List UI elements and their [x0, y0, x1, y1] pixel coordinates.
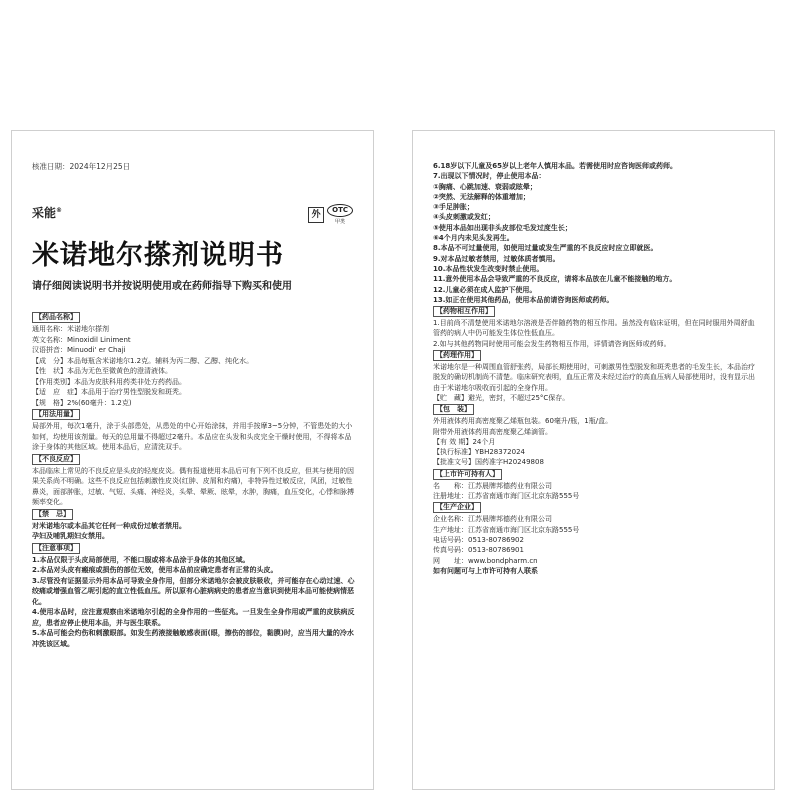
info-line: 【性 状】本品为无色至微黄色的澄清液体。 — [32, 367, 172, 375]
adverse-text: 本品临床上常见的不良反应是头皮的轻度皮炎。偶有报道使用本品后可有下列不良反应，但其与使用的因果关系尚不明确。这些不良反应包括刺激性皮炎(红肿、皮屑和灼痛)，非特异性过敏反应，风团，过敏性鼻炎，面部肿胀，过敏、气短、头痛、神经炎，头晕、晕厥、眩晕，水肿，胸痛，血压变化，心悸和脉搏频率变化。 — [32, 466, 354, 506]
contra-line: 对米诺地尔或本品其它任何一种成份过敏者禁用。 — [32, 521, 186, 530]
maker-line: 电话号码：0513-80786902 — [433, 535, 524, 544]
caution-line: 2.本品对头皮有瘢痕或损伤的部位无效，使用本品前应确定患者有正常的头皮。 — [32, 566, 278, 574]
caution-subitem: ⑤使用本品如出现非头皮部位毛发过度生长； — [433, 223, 572, 232]
caution-subitem: ①胸痛、心跳加速、衰弱或眩晕； — [433, 182, 537, 191]
section-header-package: 【包 装】 — [433, 404, 474, 415]
caution-line: 11.意外使用本品会导致严重的不良反应，请将本品放在儿童不能接触的地方。 — [433, 275, 677, 284]
name-line: 通用名称：米诺地尔搽剂 — [32, 325, 109, 333]
caution-subitem: ②突然、无法解释的体重增加； — [433, 192, 530, 201]
caution-line: 4.使用本品时，应注意观察由米诺地尔引起的全身作用的一些征兆。一旦发生全身作用或严重的皮肤病反应，患者应停止使用本品，并与医生联系。 — [32, 608, 355, 627]
approval-number-line: 【批准文号】国药准字H20249808 — [433, 458, 544, 467]
package-line: 附带外用液体药用高密度聚乙烯滴管。 — [433, 427, 552, 436]
standard-line: 【执行标准】YBH28372024 — [433, 448, 525, 457]
brand-row — [32, 204, 357, 224]
maker-line: 生产地址：江苏省南通市海门区北京东路555号 — [433, 525, 580, 534]
approval-date: 核准日期：2024年12月25日 — [32, 162, 131, 171]
section-header-interaction: 【药物相互作用】 — [433, 306, 495, 317]
leaflet-subtitle: 请仔细阅读说明书并按说明使用或在药师指导下购买和使用 — [32, 281, 292, 292]
caution-line: 13.如正在使用其他药品，使用本品前请咨询医师或药师。 — [433, 295, 614, 304]
leaflet-page-right — [412, 130, 775, 790]
caution-line: 9.对本品过敏者禁用，过敏体质者慎用。 — [433, 254, 560, 263]
otc-badges — [308, 204, 353, 225]
footer-note: 如有问题可与上市许可持有人联系 — [433, 566, 538, 575]
interaction-line: 2.如与其他药物同时使用可能会发生药物相互作用，详情请咨询医师或药师。 — [433, 339, 671, 348]
section-header-usage: 【用法用量】 — [32, 409, 80, 420]
info-line: 【适 应 症】本品用于治疗男性型脱发和斑秃。 — [32, 388, 186, 396]
maker-line: 网 址：www.bondpharm.cn — [433, 556, 538, 565]
holder-line: 注册地址：江苏省南通市海门区北京东路555号 — [433, 492, 580, 501]
leaflet-page-left — [11, 130, 374, 790]
info-line: 【成 分】本品每瓶含米诺地尔1.2克。辅料为丙二醇、乙醇、纯化水。 — [32, 356, 254, 365]
left-body — [32, 311, 357, 649]
holder-line: 名 称：江苏晨牌邦德药业有限公司 — [433, 481, 552, 490]
package-line: 外用液体药用高密度聚乙烯瓶包装。60毫升/瓶，1瓶/盒。 — [433, 417, 613, 426]
validity-line: 【有 效 期】24个月 — [433, 437, 496, 446]
info-line: 【规 格】2%(60毫升：1.2克) — [32, 398, 132, 407]
caution-line: 7.出现以下情况时，停止使用本品： — [433, 172, 546, 181]
otc-badge: OTC 甲类 — [327, 204, 353, 225]
section-header-adverse: 【不良反应】 — [32, 454, 80, 465]
right-body — [433, 161, 758, 576]
maker-line: 企业名称：江苏晨牌邦德药业有限公司 — [433, 515, 552, 524]
maker-line: 传真号码：0513-80786901 — [433, 546, 524, 555]
usage-text: 局部外用，每次1毫升，涂于头部患处，从患处的中心开始涂抹，并用手按摩3~5分钟，不管患处的大小如何，均使用该剂量。每天的总用量不得超过2毫升。本品应在头发和头皮完全干燥时使用，不得将本品涂于身体的其他区域。使用本品后，应清洗双手。 — [32, 422, 353, 451]
caution-line: 5.本品可能会灼伤和刺激眼部。如发生药液接触敏感表面(眼，擦伤的部位，黏膜)时，应当用大量的冷水冲洗该区域。 — [32, 629, 354, 648]
section-header-holder: 【上市许可持有人】 — [433, 469, 502, 480]
brand-logo: 采能® — [32, 206, 63, 220]
caution-line: 10.本品性状发生改变时禁止使用。 — [433, 264, 544, 273]
interaction-line: 1.目前尚不清楚使用米诺地尔溶液是否伴随药物的相互作用。虽然没有临床证明，但在同时服用外周舒血管药的病人中仍可能发生体位性低血压。 — [433, 319, 755, 338]
caution-line: 1.本品仅限于头皮局部使用，不能口服或将本品涂于身体的其他区域。 — [32, 555, 250, 564]
section-header-name: 【药品名称】 — [32, 312, 80, 323]
caution-line: 3.尽管没有证据显示外用本品可导致全身作用，但部分米诺地尔会被皮肤吸收，并可能存在心动过速、心绞痛或增强血管乙呢引起的直立性低血压。所以原有心脏病病史的患者应当意识到使用本品可能使病情恶化。 — [32, 576, 355, 606]
contra-line: 孕妇及哺乳期妇女禁用。 — [32, 532, 109, 540]
name-line: 汉语拼音：Minuodi' er Chaji — [32, 346, 126, 354]
caution-subitem: ④头皮刺激或发红； — [433, 213, 495, 222]
caution-subitem: ③手足肿胀； — [433, 203, 474, 212]
info-line: 【作用类别】本品为皮肤科用药类非处方药药品。 — [32, 377, 186, 386]
storage-line: 【贮 藏】避光，密封，不超过25°C保存。 — [433, 393, 570, 402]
name-line: 英文名称：Minoxidil Liniment — [32, 335, 131, 344]
pharmacology-text: 米诺地尔是一种周围血管舒张药，局部长期使用时，可刺激男性型脱发和斑秃患者的毛发生长，本品治疗脱发的确切机制尚不清楚。临床研究表明，血压正常及未经过治疗的高血压病人局部使用时，没有显示出由于米诺地尔吸收而引起的全身作用。 — [433, 363, 755, 392]
external-use-badge: 外 — [308, 207, 324, 223]
leaflet-title: 米诺地尔搽剂说明书 — [32, 240, 284, 271]
caution-line: 6.18岁以下儿童及65岁以上老年人慎用本品。若需使用时应咨询医师或药师。 — [433, 162, 678, 170]
section-header-maker: 【生产企业】 — [433, 502, 481, 513]
caution-line: 8.本品不可过量使用，如使用过量或发生严重的不良反应时应立即就医。 — [433, 244, 658, 253]
section-header-caution: 【注意事项】 — [32, 543, 80, 554]
section-header-pharmacology: 【药理作用】 — [433, 350, 481, 361]
caution-line: 12.儿童必须在成人监护下使用。 — [433, 285, 537, 294]
section-header-contra: 【禁 忌】 — [32, 509, 73, 520]
caution-subitem: ⑥4个月内未见头发再生。 — [433, 234, 514, 243]
